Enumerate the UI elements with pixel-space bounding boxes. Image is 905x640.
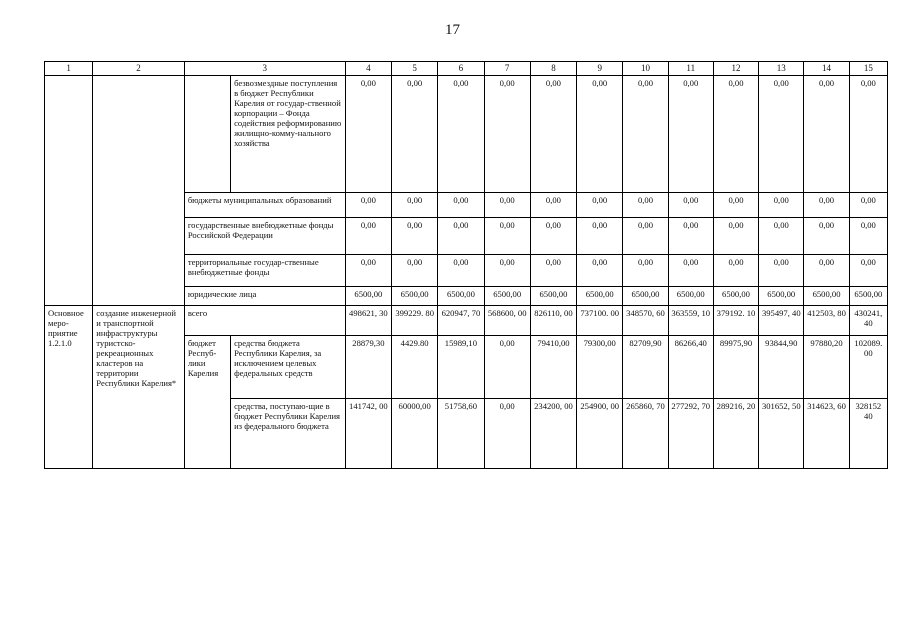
value-cell: 0,00 [759,218,804,255]
budget-group-label: бюджет Респуб-лики Карелия [184,336,230,469]
value-cell: 395497, 40 [759,306,804,336]
value-cell: 0,00 [392,193,438,218]
value-cell: 0,00 [345,255,391,287]
header-cell: 9 [577,62,623,76]
header-cell: 8 [530,62,576,76]
value-cell: 15989,10 [438,336,484,399]
source-label: средства бюджета Республики Карелия, за исключением целевых федеральных средств [231,336,346,399]
value-cell: 102089. 00 [849,336,887,399]
source-label: территориальные государ-ственные внебюджетные фонды [184,255,345,287]
value-cell: 314623, 60 [804,399,849,469]
value-cell: 0,00 [623,193,668,218]
value-cell: 0,00 [804,255,849,287]
value-cell: 0,00 [804,76,849,193]
header-cell: 5 [392,62,438,76]
value-cell: 6500,00 [713,287,758,306]
value-cell: 6500,00 [668,287,713,306]
value-cell: 79410,00 [530,336,576,399]
value-cell: 0,00 [530,76,576,193]
header-cell: 10 [623,62,668,76]
value-cell: 0,00 [484,193,530,218]
source-label: всего [184,306,345,336]
value-cell: 348570, 60 [623,306,668,336]
empty-group-cell [184,76,230,193]
value-cell: 737100. 00 [577,306,623,336]
measure-code-cell: Основное меро-приятие 1.2.1.0 [45,306,93,469]
value-cell: 0,00 [668,193,713,218]
value-cell: 0,00 [530,218,576,255]
value-cell: 0,00 [623,76,668,193]
value-cell: 0,00 [345,218,391,255]
value-cell: 826110, 00 [530,306,576,336]
header-cell: 2 [93,62,185,76]
value-cell: 86266,40 [668,336,713,399]
value-cell: 0,00 [849,76,887,193]
value-cell: 6500,00 [623,287,668,306]
value-cell: 363559, 10 [668,306,713,336]
value-cell: 97880,20 [804,336,849,399]
page-number: 17 [445,22,460,38]
value-cell: 6500,00 [530,287,576,306]
value-cell: 0,00 [804,218,849,255]
value-cell: 498621, 30 [345,306,391,336]
value-cell: 620947, 70 [438,306,484,336]
value-cell: 0,00 [345,76,391,193]
value-cell: 0,00 [438,76,484,193]
value-cell: 51758,60 [438,399,484,469]
value-cell: 399229. 80 [392,306,438,336]
value-cell: 0,00 [438,218,484,255]
value-cell: 301652, 50 [759,399,804,469]
source-label: государственные внебюджетные фонды Российской Федерации [184,218,345,255]
value-cell: 82709,90 [623,336,668,399]
header-cell: 1 [45,62,93,76]
value-cell: 6500,00 [392,287,438,306]
source-label: бюджеты муниципальных образований [184,193,345,218]
value-cell: 289216, 20 [713,399,758,469]
funding-table [44,61,888,469]
value-cell: 0,00 [713,255,758,287]
value-cell: 89975,90 [713,336,758,399]
value-cell: 6500,00 [577,287,623,306]
value-cell: 0,00 [530,193,576,218]
value-cell: 28879,30 [345,336,391,399]
value-cell: 0,00 [392,218,438,255]
source-label: средства, поступаю-щие в бюджет Республики Карелия из федерального бюджета [231,399,346,469]
table-row [45,76,888,193]
value-cell: 379192. 10 [713,306,758,336]
value-cell: 0,00 [759,255,804,287]
header-cell: 15 [849,62,887,76]
value-cell: 6500,00 [804,287,849,306]
value-cell: 0,00 [577,255,623,287]
header-cell: 12 [713,62,758,76]
value-cell: 0,00 [668,255,713,287]
value-cell: 0,00 [484,255,530,287]
value-cell: 234200, 00 [530,399,576,469]
value-cell: 0,00 [849,193,887,218]
header-cell: 3 [184,62,345,76]
value-cell: 328152 40 [849,399,887,469]
header-cell: 7 [484,62,530,76]
value-cell: 0,00 [484,218,530,255]
value-cell: 0,00 [849,255,887,287]
header-cell: 11 [668,62,713,76]
prev-measure-cell [45,76,93,306]
value-cell: 0,00 [713,193,758,218]
value-cell: 4429.80 [392,336,438,399]
value-cell: 0,00 [392,255,438,287]
header-cell: 14 [804,62,849,76]
value-cell: 0,00 [438,193,484,218]
value-cell: 141742, 00 [345,399,391,469]
value-cell: 93844,90 [759,336,804,399]
value-cell: 277292, 70 [668,399,713,469]
value-cell: 6500,00 [438,287,484,306]
value-cell: 0,00 [759,193,804,218]
value-cell: 0,00 [392,76,438,193]
value-cell: 0,00 [713,218,758,255]
table-header-row [45,62,888,76]
measure-name-cell: создание инженерной и транспортной инфраструктуры туристско-рекреационных кластеров на территории Республики Карелия* [93,306,185,469]
value-cell: 6500,00 [345,287,391,306]
value-cell: 0,00 [577,76,623,193]
value-cell: 0,00 [623,218,668,255]
value-cell: 6500,00 [484,287,530,306]
table-row [45,306,888,336]
value-cell: 0,00 [759,76,804,193]
value-cell: 0,00 [849,218,887,255]
value-cell: 0,00 [804,193,849,218]
value-cell: 0,00 [623,255,668,287]
value-cell: 6500,00 [849,287,887,306]
header-cell: 4 [345,62,391,76]
value-cell: 0,00 [484,336,530,399]
value-cell: 254900, 00 [577,399,623,469]
value-cell: 0,00 [713,76,758,193]
value-cell: 0,00 [668,76,713,193]
value-cell: 0,00 [530,255,576,287]
value-cell: 0,00 [577,218,623,255]
value-cell: 0,00 [577,193,623,218]
source-label: безвозмездные поступления в бюджет Республики Карелия от государ-ственной корпорации – Фонда содействия реформированию жилищно-комму-нального хозяйства [231,76,346,193]
header-cell: 13 [759,62,804,76]
header-cell: 6 [438,62,484,76]
value-cell: 60000,00 [392,399,438,469]
prev-name-cell [93,76,185,306]
value-cell: 0,00 [484,399,530,469]
source-label: юридические лица [184,287,345,306]
value-cell: 412503, 80 [804,306,849,336]
value-cell: 0,00 [345,193,391,218]
value-cell: 0,00 [438,255,484,287]
value-cell: 430241, 40 [849,306,887,336]
value-cell: 6500,00 [759,287,804,306]
value-cell: 568600, 00 [484,306,530,336]
value-cell: 0,00 [484,76,530,193]
value-cell: 0,00 [668,218,713,255]
value-cell: 265860, 70 [623,399,668,469]
value-cell: 79300,00 [577,336,623,399]
